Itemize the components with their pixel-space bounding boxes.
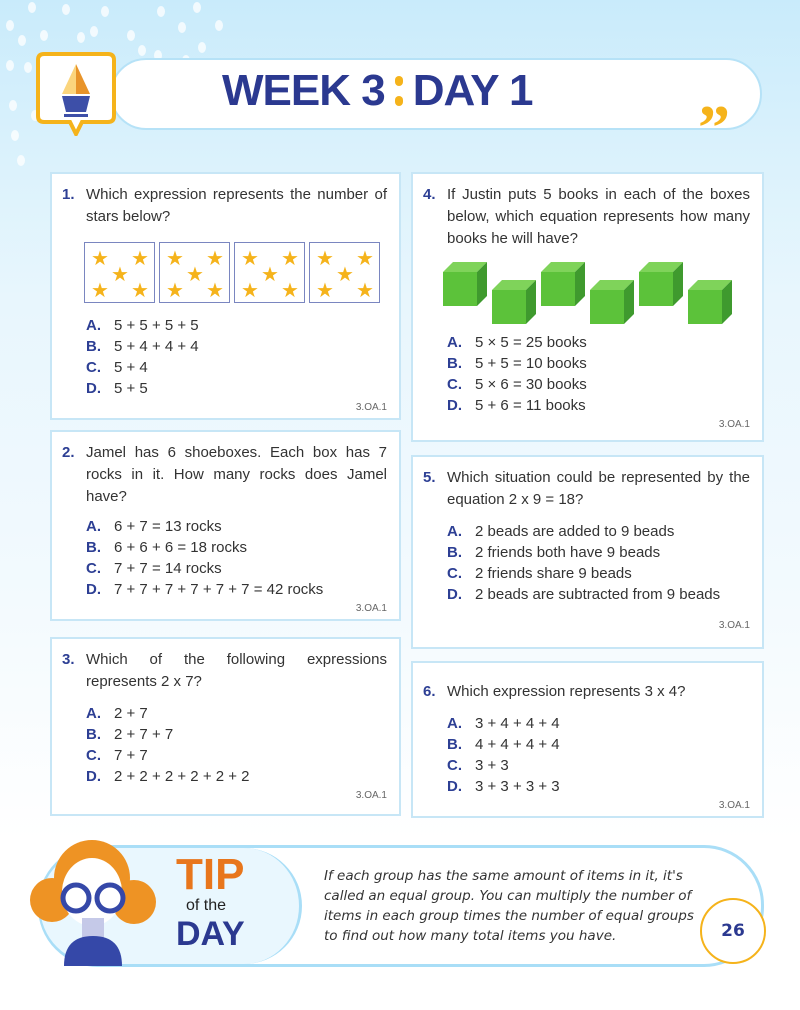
option-text: 5 + 5 = 10 books (475, 355, 587, 372)
option-text: 5 + 4 (114, 359, 148, 376)
option-text: 7 + 7 = 14 rocks (114, 560, 222, 577)
answer-option (447, 734, 750, 755)
quote-mark-icon: ” (698, 92, 730, 163)
question-card-2 (50, 430, 401, 621)
option-letter: A. (86, 705, 101, 722)
page-number: 26 (700, 898, 766, 964)
star-icon: ★ (281, 280, 299, 302)
answer-option (86, 378, 387, 399)
answer-option (86, 315, 387, 336)
option-letter: D. (86, 380, 101, 397)
question-card-1 (50, 172, 401, 420)
answer-option (447, 584, 750, 605)
answer-option (86, 537, 387, 558)
option-text: 5 + 6 = 11 books (475, 397, 586, 414)
option-text: 2 friends both have 9 beads (475, 544, 661, 561)
question-number: 2. (62, 444, 75, 461)
answer-option (447, 776, 750, 797)
star-icon: ★ (241, 248, 259, 270)
answer-option (86, 766, 387, 787)
option-letter: C. (86, 747, 101, 764)
star-group (234, 242, 305, 303)
standard-code: 3.OA.1 (355, 603, 387, 614)
green-box-icon (541, 262, 585, 306)
option-letter: B. (86, 726, 101, 743)
question-card-4 (411, 172, 764, 442)
standard-code: 3.OA.1 (355, 790, 387, 801)
star-icon: ★ (261, 264, 279, 286)
answer-option (447, 374, 750, 395)
star-icon: ★ (356, 248, 374, 270)
option-text: 3 + 3 (475, 757, 509, 774)
question-number: 3. (62, 651, 75, 668)
question-text: Jamel has 6 shoeboxes. Each box has 7 rocks in it. How many rocks does Jamel have? (86, 444, 387, 505)
tip-word: TIP (176, 850, 245, 899)
option-letter: C. (447, 376, 462, 393)
option-letter: B. (447, 736, 462, 753)
of-the-word: of the (186, 897, 227, 914)
answer-option (447, 332, 750, 353)
answer-option (86, 336, 387, 357)
option-letter: C. (447, 757, 462, 774)
star-icon: ★ (131, 280, 149, 302)
standard-code: 3.OA.1 (718, 419, 750, 430)
answer-option (447, 755, 750, 776)
option-text: 2 friends share 9 beads (475, 565, 632, 582)
option-letter: B. (447, 355, 462, 372)
star-icon: ★ (336, 264, 354, 286)
answer-option (86, 745, 387, 766)
option-text: 6 + 7 = 13 rocks (114, 518, 222, 535)
option-text: 2 beads are added to 9 beads (475, 523, 675, 540)
star-group (159, 242, 230, 303)
star-icon: ★ (131, 248, 149, 270)
colon-divider (395, 76, 403, 106)
option-letter: A. (447, 523, 462, 540)
star-icon: ★ (91, 248, 109, 270)
option-text: 7 + 7 (114, 747, 148, 764)
day-word: DAY (176, 915, 245, 953)
option-letter: B. (447, 544, 462, 561)
question-text: Which expression represents 3 x 4? (447, 683, 686, 700)
answer-option (447, 542, 750, 563)
answer-option (86, 558, 387, 579)
answer-option (86, 516, 387, 537)
tip-text: If each group has the same amount of items in it, it's called an equal group. You can multiply the number of items in each group times the number of equal groups to find out how many total items you have. (324, 868, 694, 944)
option-letter: A. (86, 317, 101, 334)
star-icon: ★ (186, 264, 204, 286)
star-icon: ★ (316, 248, 334, 270)
pen-nib-speech-bubble-icon (36, 50, 116, 136)
star-icon: ★ (356, 280, 374, 302)
question-text: Which expression represents the number of stars below? (86, 186, 387, 225)
option-letter: D. (447, 586, 462, 603)
option-text: 2 beads are subtracted from 9 beads (475, 586, 721, 603)
option-letter: D. (447, 778, 462, 795)
question-number: 1. (62, 186, 75, 203)
option-letter: B. (86, 539, 101, 556)
option-letter: D. (86, 581, 101, 598)
star-group (84, 242, 155, 303)
option-text: 5 × 6 = 30 books (475, 376, 587, 393)
answer-option (447, 353, 750, 374)
standard-code: 3.OA.1 (718, 800, 750, 811)
star-icon: ★ (316, 280, 334, 302)
answer-option (86, 703, 387, 724)
answer-option (447, 713, 750, 734)
star-icon: ★ (241, 280, 259, 302)
option-letter: C. (86, 359, 101, 376)
week-label: WEEK 3 (222, 66, 385, 115)
option-text: 3 + 4 + 4 + 4 (475, 715, 560, 732)
answer-option (86, 579, 387, 600)
answer-option (447, 521, 750, 542)
question-card-3 (50, 637, 401, 816)
option-text: 7 + 7 + 7 + 7 + 7 + 7 = 42 rocks (114, 581, 324, 598)
question-number: 5. (423, 469, 436, 486)
option-letter: C. (447, 565, 462, 582)
day-label: DAY 1 (412, 66, 533, 115)
option-text: 2 + 2 + 2 + 2 + 2 + 2 (114, 768, 250, 785)
question-card-5 (411, 455, 764, 649)
answer-option (86, 724, 387, 745)
option-letter: D. (447, 397, 462, 414)
star-icon: ★ (206, 280, 224, 302)
standard-code: 3.OA.1 (355, 402, 387, 413)
star-icon: ★ (111, 264, 129, 286)
option-letter: A. (447, 334, 462, 351)
answer-option (447, 563, 750, 584)
option-letter: D. (86, 768, 101, 785)
question-text: Which situation could be represented by the equation 2 x 9 = 18? (447, 469, 750, 508)
page-title (222, 66, 532, 116)
standard-code: 3.OA.1 (718, 620, 750, 631)
option-text: 5 + 5 + 5 + 5 (114, 317, 199, 334)
option-text: 6 + 6 + 6 = 18 rocks (114, 539, 248, 556)
option-text: 5 × 5 = 25 books (475, 334, 587, 351)
star-icon: ★ (206, 248, 224, 270)
star-group (309, 242, 380, 303)
star-icon: ★ (166, 280, 184, 302)
question-text: Which of the following expressions represents 2 x 7? (86, 651, 387, 690)
option-letter: B. (86, 338, 101, 355)
question-text: If Justin puts 5 books in each of the boxes below, which equation represents how many books he will have? (447, 186, 750, 247)
star-groups-image (84, 242, 387, 303)
option-text: 5 + 4 + 4 + 4 (114, 338, 199, 355)
green-box-icon (639, 262, 683, 306)
question-number: 4. (423, 186, 436, 203)
option-text: 2 + 7 (114, 705, 148, 722)
question-number: 6. (423, 683, 436, 700)
option-text: 4 + 4 + 4 + 4 (475, 736, 560, 753)
option-text: 2 + 7 + 7 (114, 726, 174, 743)
question-card-6 (411, 661, 764, 818)
green-box-icon (688, 280, 732, 324)
option-letter: C. (86, 560, 101, 577)
green-box-icon (492, 280, 536, 324)
star-icon: ★ (91, 280, 109, 302)
boxes-image (443, 262, 750, 326)
option-text: 3 + 3 + 3 + 3 (475, 778, 560, 795)
star-icon: ★ (281, 248, 299, 270)
answer-option (447, 395, 750, 416)
option-letter: A. (86, 518, 101, 535)
option-letter: A. (447, 715, 462, 732)
green-box-icon (443, 262, 487, 306)
answer-option (86, 357, 387, 378)
option-text: 5 + 5 (114, 380, 148, 397)
star-icon: ★ (166, 248, 184, 270)
girl-with-glasses-illustration (30, 830, 160, 966)
green-box-icon (590, 280, 634, 324)
